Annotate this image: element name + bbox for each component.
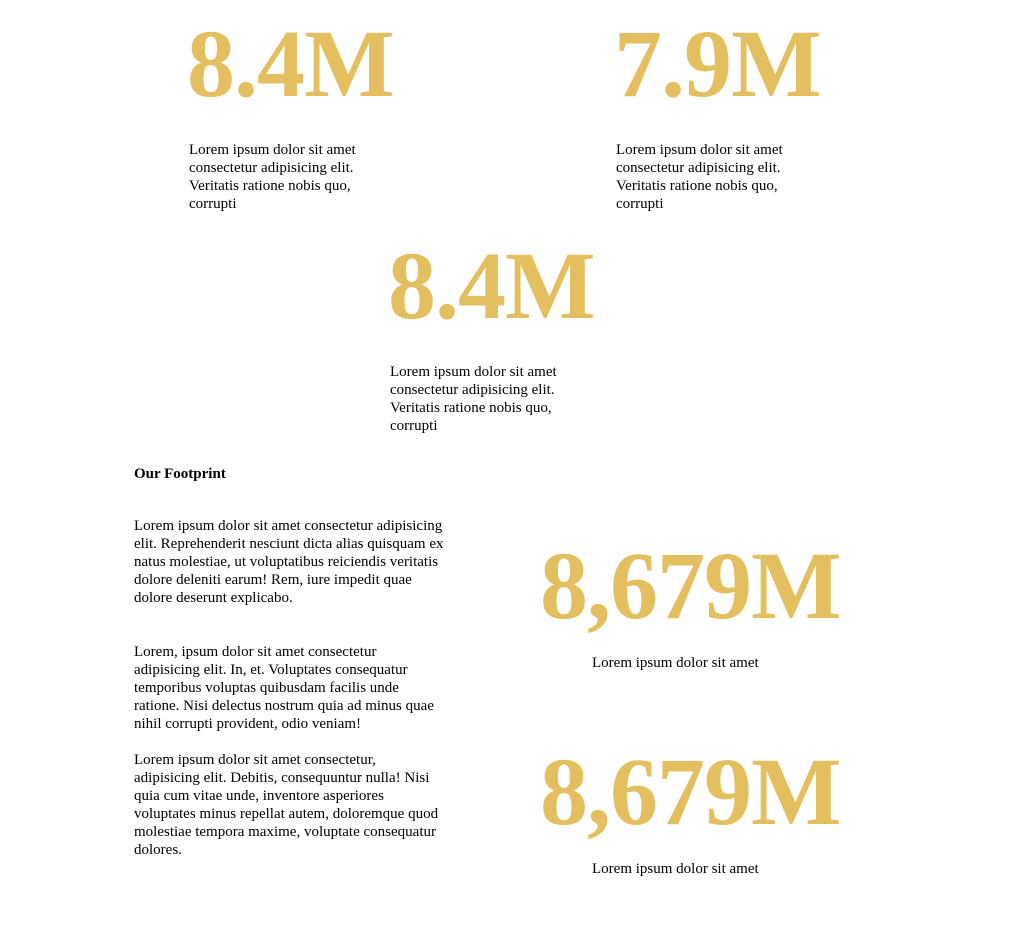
stat-description: Lorem ipsum dolor sit amet consectetur adipisicing elit. Veritatis ratione nobis quo, corrupti bbox=[189, 142, 356, 212]
stat-value: 8,679M bbox=[540, 532, 841, 639]
stat-description: Lorem ipsum dolor sit amet bbox=[592, 861, 759, 877]
section-title: Our Footprint bbox=[134, 466, 226, 482]
footprint-paragraph: Lorem ipsum dolor sit amet consectetur, adipisicing elit. Debitis, consequuntur nulla! Nisi quia cum vitae unde, inventore asperiores voluptates minus repellat autem, doloremque quod molestiae tempora maxime, voluptate consequatur dolores. bbox=[134, 752, 439, 858]
footprint-paragraph: Lorem ipsum dolor sit amet consectetur adipisicing elit. Reprehenderit nesciunt dicta alias quisquam ex natus molestiae, ut voluptatibus reiciendis veritatis dolore deleniti earum! Rem, iure impedit quae dolore deserunt explicabo. bbox=[134, 518, 444, 606]
stat-description: Lorem ipsum dolor sit amet bbox=[592, 655, 759, 671]
stat-description: Lorem ipsum dolor sit amet consectetur adipisicing elit. Veritatis ratione nobis quo, corrupti bbox=[390, 364, 557, 434]
stat-value: 8.4M bbox=[388, 232, 595, 339]
stat-value: 8,679M bbox=[540, 738, 841, 845]
stat-value: 7.9M bbox=[614, 10, 821, 117]
footprint-paragraph: Lorem, ipsum dolor sit amet consectetur adipisicing elit. In, et. Voluptates consequatur temporibus voluptas quibusdam facilis unde ratione. Nisi delectus nostrum quia ad minus quae nihil corrupti provident, odio veniam! bbox=[134, 644, 434, 732]
stat-value: 8.4M bbox=[187, 10, 394, 117]
stat-description: Lorem ipsum dolor sit amet consectetur adipisicing elit. Veritatis ratione nobis quo, corrupti bbox=[616, 142, 783, 212]
